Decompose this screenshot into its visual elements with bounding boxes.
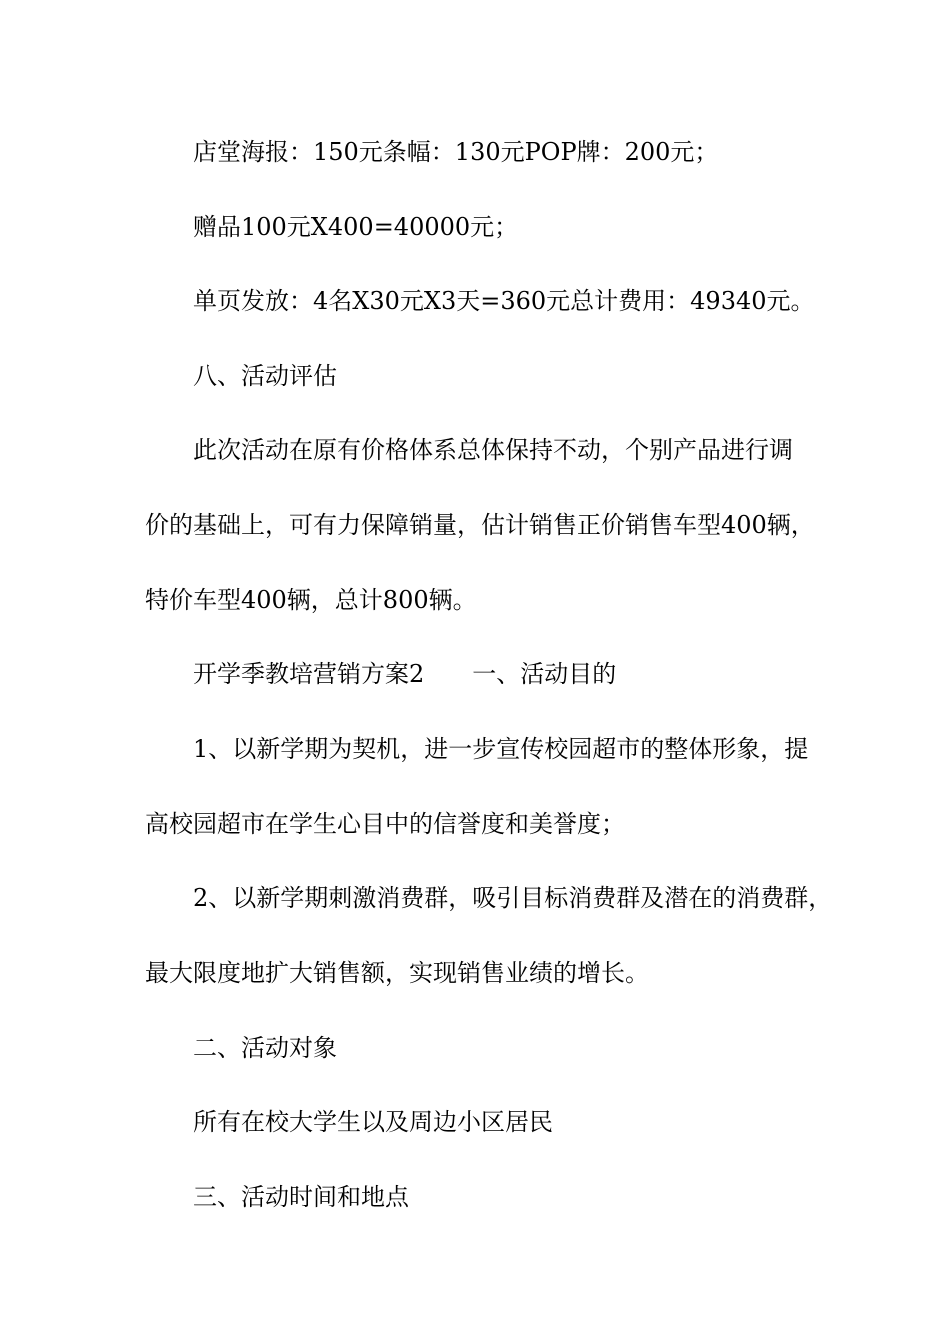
section-heading-goals: 一、活动目的 <box>472 660 617 688</box>
section-heading-time-place: 三、活动时间和地点 <box>193 1183 409 1211</box>
text-line-goal-1b: 高校园超市在学生心目中的信誉度和美誉度； <box>145 810 625 838</box>
text-line-evaluation-3: 特价车型400辆，总计800辆。 <box>145 586 477 614</box>
section-heading-evaluation: 八、活动评估 <box>193 362 337 390</box>
plan-title-row <box>193 659 833 689</box>
text-line-gifts: 赠品100元X400=40000元； <box>193 213 519 241</box>
text-line-flyers-total: 单页发放：4名X30元X3天=360元总计费用：49340元。 <box>193 287 815 315</box>
text-line-goal-1a: 1、以新学期为契机，进一步宣传校园超市的整体形象，提 <box>193 735 809 763</box>
text-line-evaluation-2: 价的基础上，可有力保障销量，估计销售正价销售车型400辆， <box>145 511 815 539</box>
text-line-goal-2a: 2、以新学期刺激消费群，吸引目标消费群及潜在的消费群， <box>193 884 833 912</box>
text-line-audience: 所有在校大学生以及周边小区居民 <box>193 1108 553 1136</box>
section-heading-audience: 二、活动对象 <box>193 1034 337 1062</box>
text-line-evaluation-1: 此次活动在原有价格体系总体保持不动，个别产品进行调 <box>193 436 793 464</box>
text-line-goal-2b: 最大限度地扩大销售额，实现销售业绩的增长。 <box>145 959 649 987</box>
plan-title: 开学季教培营销方案2 <box>193 660 425 688</box>
text-line-costs-posters: 店堂海报：150元条幅：130元POP牌：200元； <box>193 138 719 166</box>
